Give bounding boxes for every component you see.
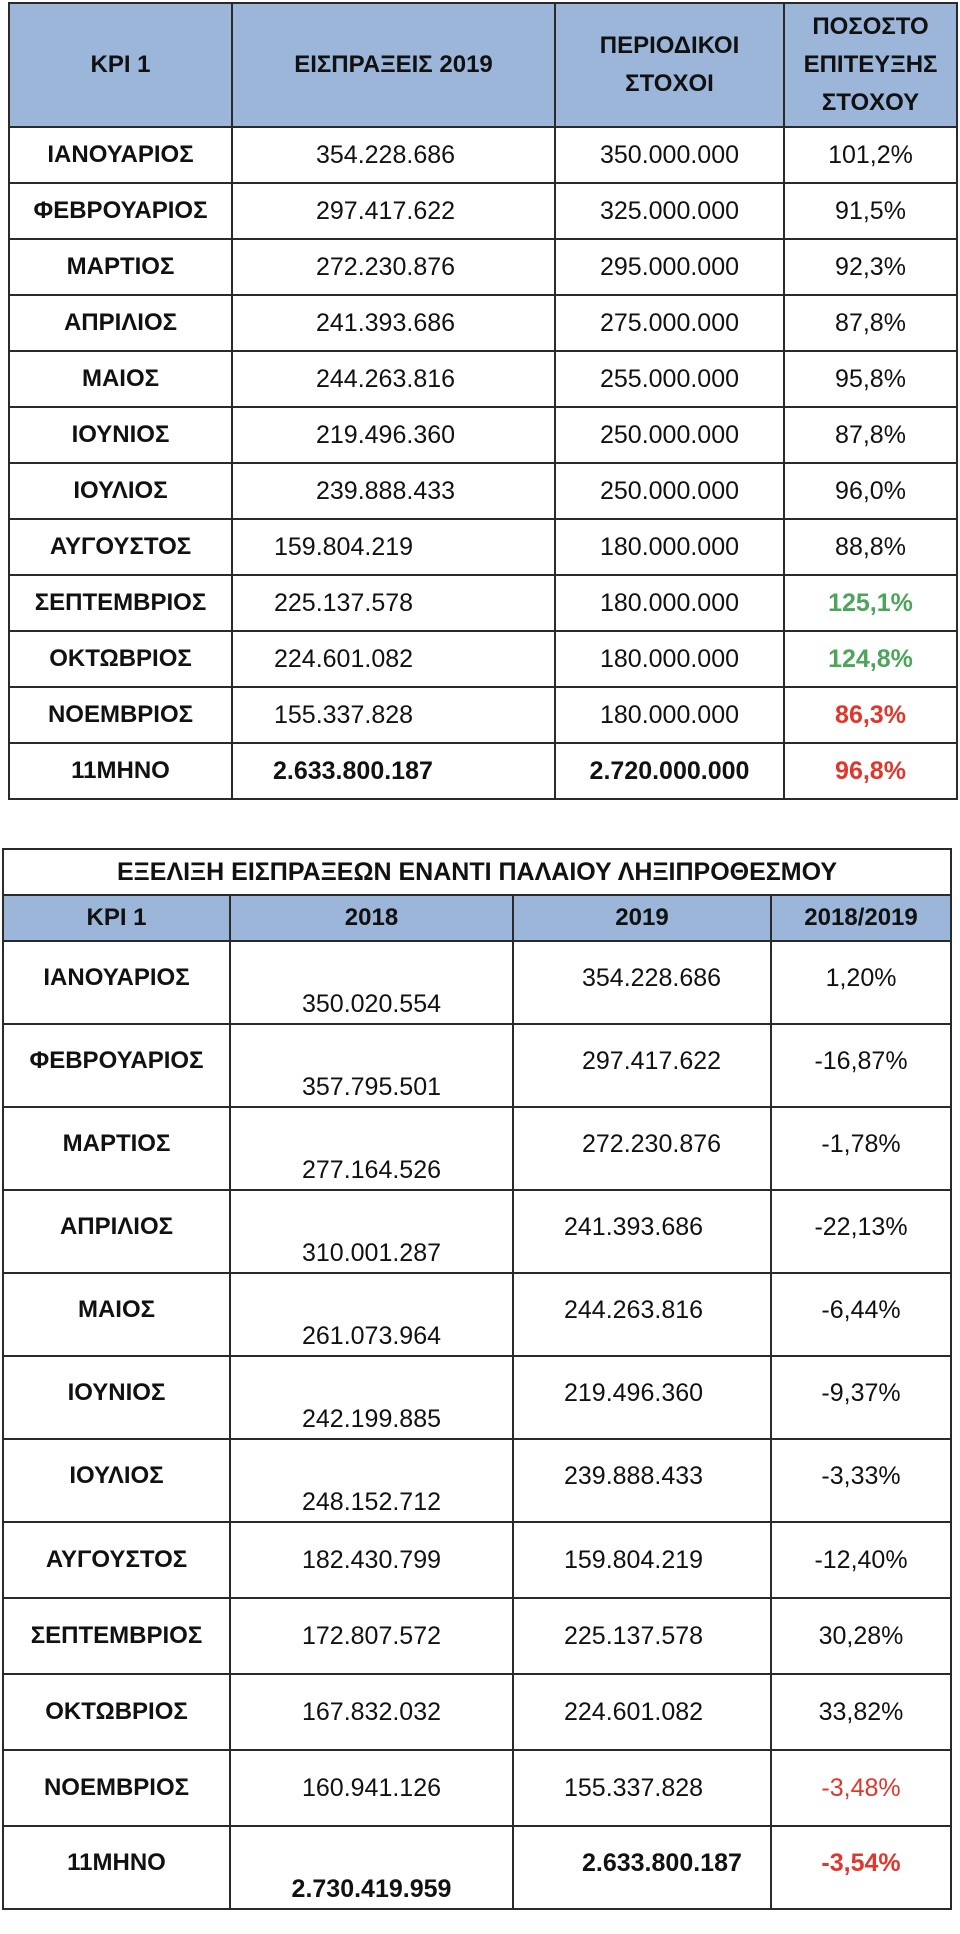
month-cell: ΜΑΙΟΣ <box>3 1273 230 1356</box>
header-line: ΠΟΣΟΣΤΟ <box>812 13 929 40</box>
month-cell: ΜΑΡΤΙΟΣ <box>3 1107 230 1190</box>
month-cell: ΜΑΡΤΙΟΣ <box>9 239 232 295</box>
receipts-cell: 219.496.360 <box>232 407 555 463</box>
change-pct-cell: -22,13% <box>771 1190 951 1273</box>
value-2019-cell: 241.393.686 <box>513 1190 771 1273</box>
table-body <box>9 127 957 799</box>
target-cell: 325.000.000 <box>555 183 784 239</box>
pct-cell: 87,8% <box>784 295 957 351</box>
kpi-target-table <box>8 2 958 800</box>
change-pct-cell: -6,44% <box>771 1273 951 1356</box>
change-pct-cell: -3,54% <box>771 1826 951 1909</box>
header-line: ΕΠΙΤΕΥΞΗΣ <box>803 51 938 78</box>
value-2019-cell: 297.417.622 <box>513 1024 771 1107</box>
value-2018: 310.001.287 <box>301 1239 442 1267</box>
table-row <box>9 239 957 295</box>
value-2019-cell: 2.633.800.187 <box>513 1826 771 1909</box>
month-cell: ΑΥΓΟΥΣΤΟΣ <box>3 1522 230 1598</box>
month-cell: ΙΑΝΟΥΑΡΙΟΣ <box>9 127 232 183</box>
month-cell: 11ΜΗΝΟ <box>3 1826 230 1909</box>
value-2019-cell: 155.337.828 <box>513 1750 771 1826</box>
pct-cell: 88,8% <box>784 519 957 575</box>
value-2018-cell <box>230 1024 513 1107</box>
target-cell: 180.000.000 <box>555 519 784 575</box>
month-cell: ΑΥΓΟΥΣΤΟΣ <box>9 519 232 575</box>
value-2018: 248.152.712 <box>301 1488 442 1516</box>
table-row <box>9 295 957 351</box>
target-cell: 2.720.000.000 <box>555 743 784 799</box>
month-cell: 11ΜΗΝΟ <box>9 743 232 799</box>
table-row <box>3 1674 951 1750</box>
value-2019-cell: 224.601.082 <box>513 1674 771 1750</box>
value-2018-cell: 172.807.572 <box>230 1598 513 1674</box>
value-2018-cell <box>230 1273 513 1356</box>
month-cell: ΙΟΥΝΙΟΣ <box>3 1356 230 1439</box>
table-row <box>9 127 957 183</box>
table-row <box>3 1522 951 1598</box>
target-cell: 275.000.000 <box>555 295 784 351</box>
receipts-comparison-table <box>2 848 952 1910</box>
value-2018-cell <box>230 1107 513 1190</box>
receipts-cell: 297.417.622 <box>232 183 555 239</box>
change-pct-cell: 30,28% <box>771 1598 951 1674</box>
header-periodic-targets <box>555 3 784 127</box>
value-2018: 277.164.526 <box>301 1156 442 1184</box>
month-cell: ΜΑΙΟΣ <box>9 351 232 407</box>
value-2018-cell <box>230 1439 513 1522</box>
month-cell: ΟΚΤΩΒΡΙΟΣ <box>3 1674 230 1750</box>
table-row <box>9 631 957 687</box>
title-row <box>3 849 951 895</box>
pct-cell: 87,8% <box>784 407 957 463</box>
receipts-cell: 272.230.876 <box>232 239 555 295</box>
month-cell: ΑΠΡΙΛΙΟΣ <box>9 295 232 351</box>
table-row <box>9 183 957 239</box>
header-achievement-pct <box>784 3 957 127</box>
target-cell: 255.000.000 <box>555 351 784 407</box>
value-2019-cell: 219.496.360 <box>513 1356 771 1439</box>
pct-cell: 125,1% <box>784 575 957 631</box>
table-row <box>3 1024 951 1107</box>
receipts-cell: 155.337.828 <box>232 687 555 743</box>
header-line: ΣΤΟΧΟΥ <box>821 89 920 116</box>
month-cell: ΟΚΤΩΒΡΙΟΣ <box>9 631 232 687</box>
table-row <box>9 463 957 519</box>
change-pct-cell: 1,20% <box>771 941 951 1024</box>
value-2018: 242.199.885 <box>301 1405 442 1433</box>
change-pct-cell: -3,48% <box>771 1750 951 1826</box>
header-line: ΠΕΡΙΟΔΙΚΟΙ <box>599 32 740 59</box>
value-2018-cell <box>230 1826 513 1909</box>
pct-cell: 96,8% <box>784 743 957 799</box>
receipts-cell: 244.263.816 <box>232 351 555 407</box>
header-2019: 2019 <box>513 895 771 941</box>
value-2018-cell: 160.941.126 <box>230 1750 513 1826</box>
table-row <box>9 519 957 575</box>
receipts-cell: 225.137.578 <box>232 575 555 631</box>
month-cell: ΑΠΡΙΛΙΟΣ <box>3 1190 230 1273</box>
header-row <box>9 3 957 127</box>
pct-cell: 124,8% <box>784 631 957 687</box>
table-row <box>3 941 951 1024</box>
receipts-cell: 2.633.800.187 <box>232 743 555 799</box>
month-cell: ΙΟΥΛΙΟΣ <box>3 1439 230 1522</box>
pct-cell: 92,3% <box>784 239 957 295</box>
value-2018-cell <box>230 1190 513 1273</box>
value-2019-cell: 244.263.816 <box>513 1273 771 1356</box>
change-pct-cell: -16,87% <box>771 1024 951 1107</box>
value-2018: 261.073.964 <box>301 1322 442 1350</box>
value-2018-cell: 182.430.799 <box>230 1522 513 1598</box>
change-pct-cell: -9,37% <box>771 1356 951 1439</box>
month-cell: ΦΕΒΡΟΥΑΡΙΟΣ <box>9 183 232 239</box>
table-title: ΕΞΕΛΙΞΗ ΕΙΣΠΡΑΞΕΩΝ ΕΝΑΝΤΙ ΠΑΛΑΙΟΥ ΛΗΞΙΠΡΟΘΕΣΜΟΥ <box>3 849 951 895</box>
month-cell: ΦΕΒΡΟΥΑΡΙΟΣ <box>3 1024 230 1107</box>
month-cell: ΣΕΠΤΕΜΒΡΙΟΣ <box>9 575 232 631</box>
pct-cell: 86,3% <box>784 687 957 743</box>
header-line: ΣΤΟΧΟΙ <box>625 70 714 97</box>
value-2018: 350.020.554 <box>301 990 442 1018</box>
month-cell: ΙΟΥΛΙΟΣ <box>9 463 232 519</box>
receipts-cell: 224.601.082 <box>232 631 555 687</box>
change-pct-cell: -3,33% <box>771 1439 951 1522</box>
table-row <box>3 1273 951 1356</box>
header-row <box>3 895 951 941</box>
value-2018-cell: 167.832.032 <box>230 1674 513 1750</box>
value-2019-cell: 225.137.578 <box>513 1598 771 1674</box>
month-cell: ΝΟΕΜΒΡΙΟΣ <box>3 1750 230 1826</box>
table-row <box>9 575 957 631</box>
month-cell: ΣΕΠΤΕΜΒΡΙΟΣ <box>3 1598 230 1674</box>
header-kpi: KPI 1 <box>9 3 232 127</box>
pct-cell: 96,0% <box>784 463 957 519</box>
value-2018: 357.795.501 <box>301 1073 442 1101</box>
table-row <box>3 1356 951 1439</box>
table-row <box>3 1107 951 1190</box>
value-2019-cell: 239.888.433 <box>513 1439 771 1522</box>
table-row <box>3 1190 951 1273</box>
receipts-cell: 354.228.686 <box>232 127 555 183</box>
target-cell: 295.000.000 <box>555 239 784 295</box>
value-2018: 2.730.419.959 <box>291 1875 452 1903</box>
receipts-cell: 241.393.686 <box>232 295 555 351</box>
month-cell: ΝΟΕΜΒΡΙΟΣ <box>9 687 232 743</box>
table-row <box>9 687 957 743</box>
month-cell: ΙΟΥΝΙΟΣ <box>9 407 232 463</box>
receipts-cell: 159.804.219 <box>232 519 555 575</box>
table-row <box>3 1598 951 1674</box>
target-cell: 180.000.000 <box>555 687 784 743</box>
pct-cell: 91,5% <box>784 183 957 239</box>
target-cell: 250.000.000 <box>555 407 784 463</box>
change-pct-cell: 33,82% <box>771 1674 951 1750</box>
pct-cell: 95,8% <box>784 351 957 407</box>
target-cell: 250.000.000 <box>555 463 784 519</box>
change-pct-cell: -12,40% <box>771 1522 951 1598</box>
table-row <box>3 1439 951 1522</box>
target-cell: 180.000.000 <box>555 575 784 631</box>
value-2019-cell: 272.230.876 <box>513 1107 771 1190</box>
value-2019-cell: 159.804.219 <box>513 1522 771 1598</box>
target-cell: 180.000.000 <box>555 631 784 687</box>
table-body <box>3 941 951 1909</box>
table-row <box>9 407 957 463</box>
header-receipts-2019: ΕΙΣΠΡΑΞΕΙΣ 2019 <box>232 3 555 127</box>
pct-cell: 101,2% <box>784 127 957 183</box>
month-cell: ΙΑΝΟΥΑΡΙΟΣ <box>3 941 230 1024</box>
header-kpi: KPI 1 <box>3 895 230 941</box>
change-pct-cell: -1,78% <box>771 1107 951 1190</box>
total-row <box>3 1826 951 1909</box>
table-row <box>9 351 957 407</box>
receipts-cell: 239.888.433 <box>232 463 555 519</box>
header-2018: 2018 <box>230 895 513 941</box>
total-row <box>9 743 957 799</box>
value-2019-cell: 354.228.686 <box>513 941 771 1024</box>
target-cell: 350.000.000 <box>555 127 784 183</box>
value-2018-cell <box>230 941 513 1024</box>
table-row <box>3 1750 951 1826</box>
value-2018-cell <box>230 1356 513 1439</box>
header-change: 2018/2019 <box>771 895 951 941</box>
